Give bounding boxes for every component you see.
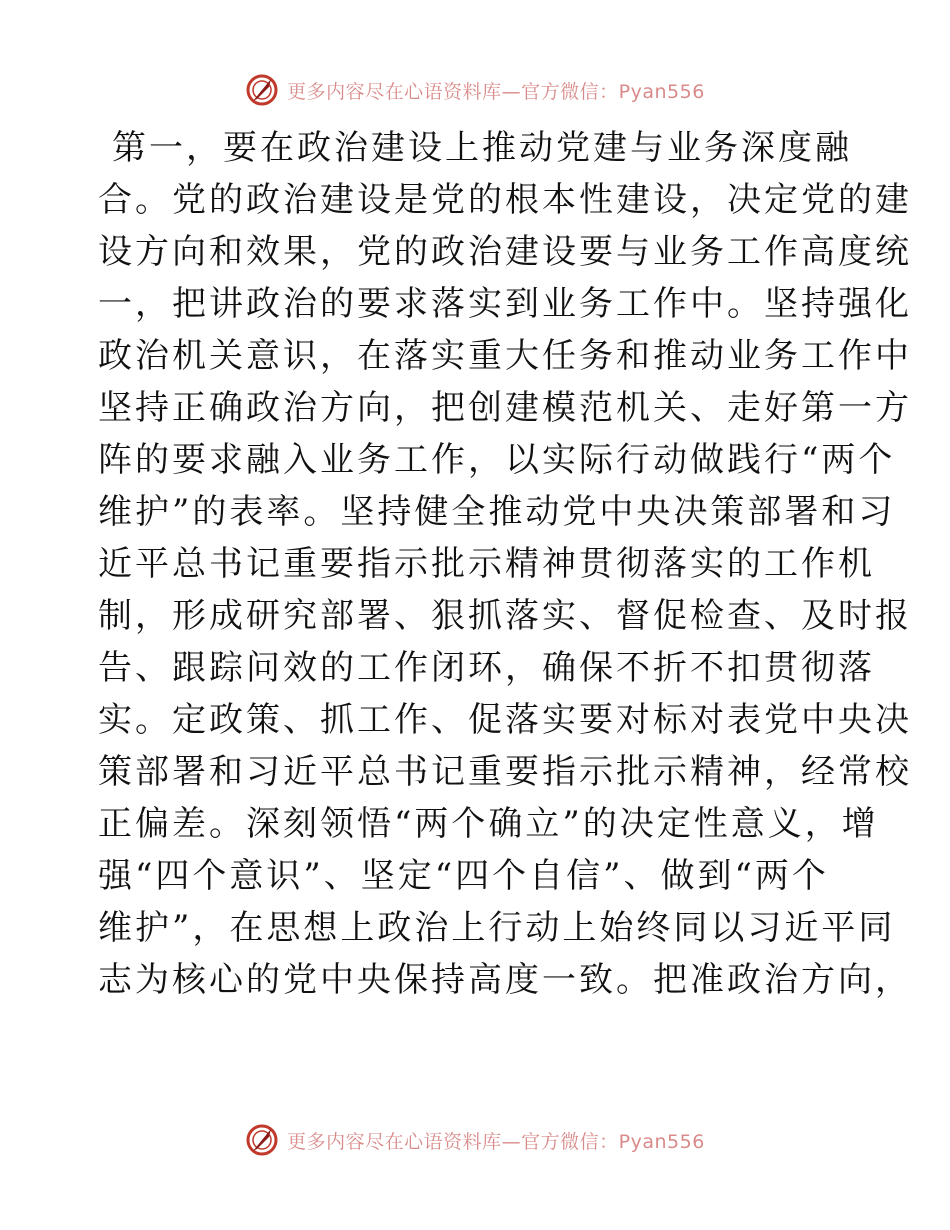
body-line: 合。党的政治建设是党的根本性建设，决定党的建 (98, 180, 912, 220)
document-body (98, 122, 912, 1006)
quill-seal-icon (245, 73, 279, 107)
header-banner (0, 70, 950, 110)
body-line: 制，形成研究部署、狠抓落实、督促检查、及时报 (98, 596, 912, 636)
body-line: 设方向和效果，党的政治建设要与业务工作高度统 (98, 232, 912, 272)
footer-banner (0, 1120, 950, 1160)
body-line: 阵的要求融入业务工作，以实际行动做践行“两个 (98, 440, 896, 480)
body-line: 策部署和习近平总书记重要指示批示精神，经常校 (98, 752, 912, 792)
body-line: 坚持正确政治方向，把创建模范机关、走好第一方 (98, 388, 912, 428)
body-line: 告、跟踪问效的工作闭环，确保不折不扣贯彻落 (98, 648, 875, 688)
quill-seal-icon (245, 1123, 279, 1157)
body-line: 实。定政策、抓工作、促落实要对标对表党中央决 (98, 700, 912, 740)
header-text: 更多内容尽在心语资料库—官方微信：Pyan556 (287, 80, 705, 103)
body-line: 第一，要在政治建设上推动党建与业务深度融 (112, 128, 852, 168)
body-line: 近平总书记重要指示批示精神贯彻落实的工作机 (98, 544, 875, 584)
body-line: 志为核心的党中央保持高度一致。把准政治方向， (98, 960, 912, 1000)
body-line: 一，把讲政治的要求落实到业务工作中。坚持强化 (98, 284, 912, 324)
body-line: 维护”，在思想上政治上行动上始终同以习近平同 (98, 908, 896, 948)
footer-text: 更多内容尽在心语资料库—官方微信：Pyan556 (287, 1130, 705, 1153)
body-line: 维护”的表率。坚持健全推动党中央决策部署和习 (98, 492, 896, 532)
body-line: 政治机关意识，在落实重大任务和推动业务工作中 (98, 336, 912, 376)
body-line: 强“四个意识”、坚定“四个自信”、做到“两个 (98, 856, 829, 896)
body-line: 正偏差。深刻领悟“两个确立”的决定性意义，增 (98, 804, 879, 844)
